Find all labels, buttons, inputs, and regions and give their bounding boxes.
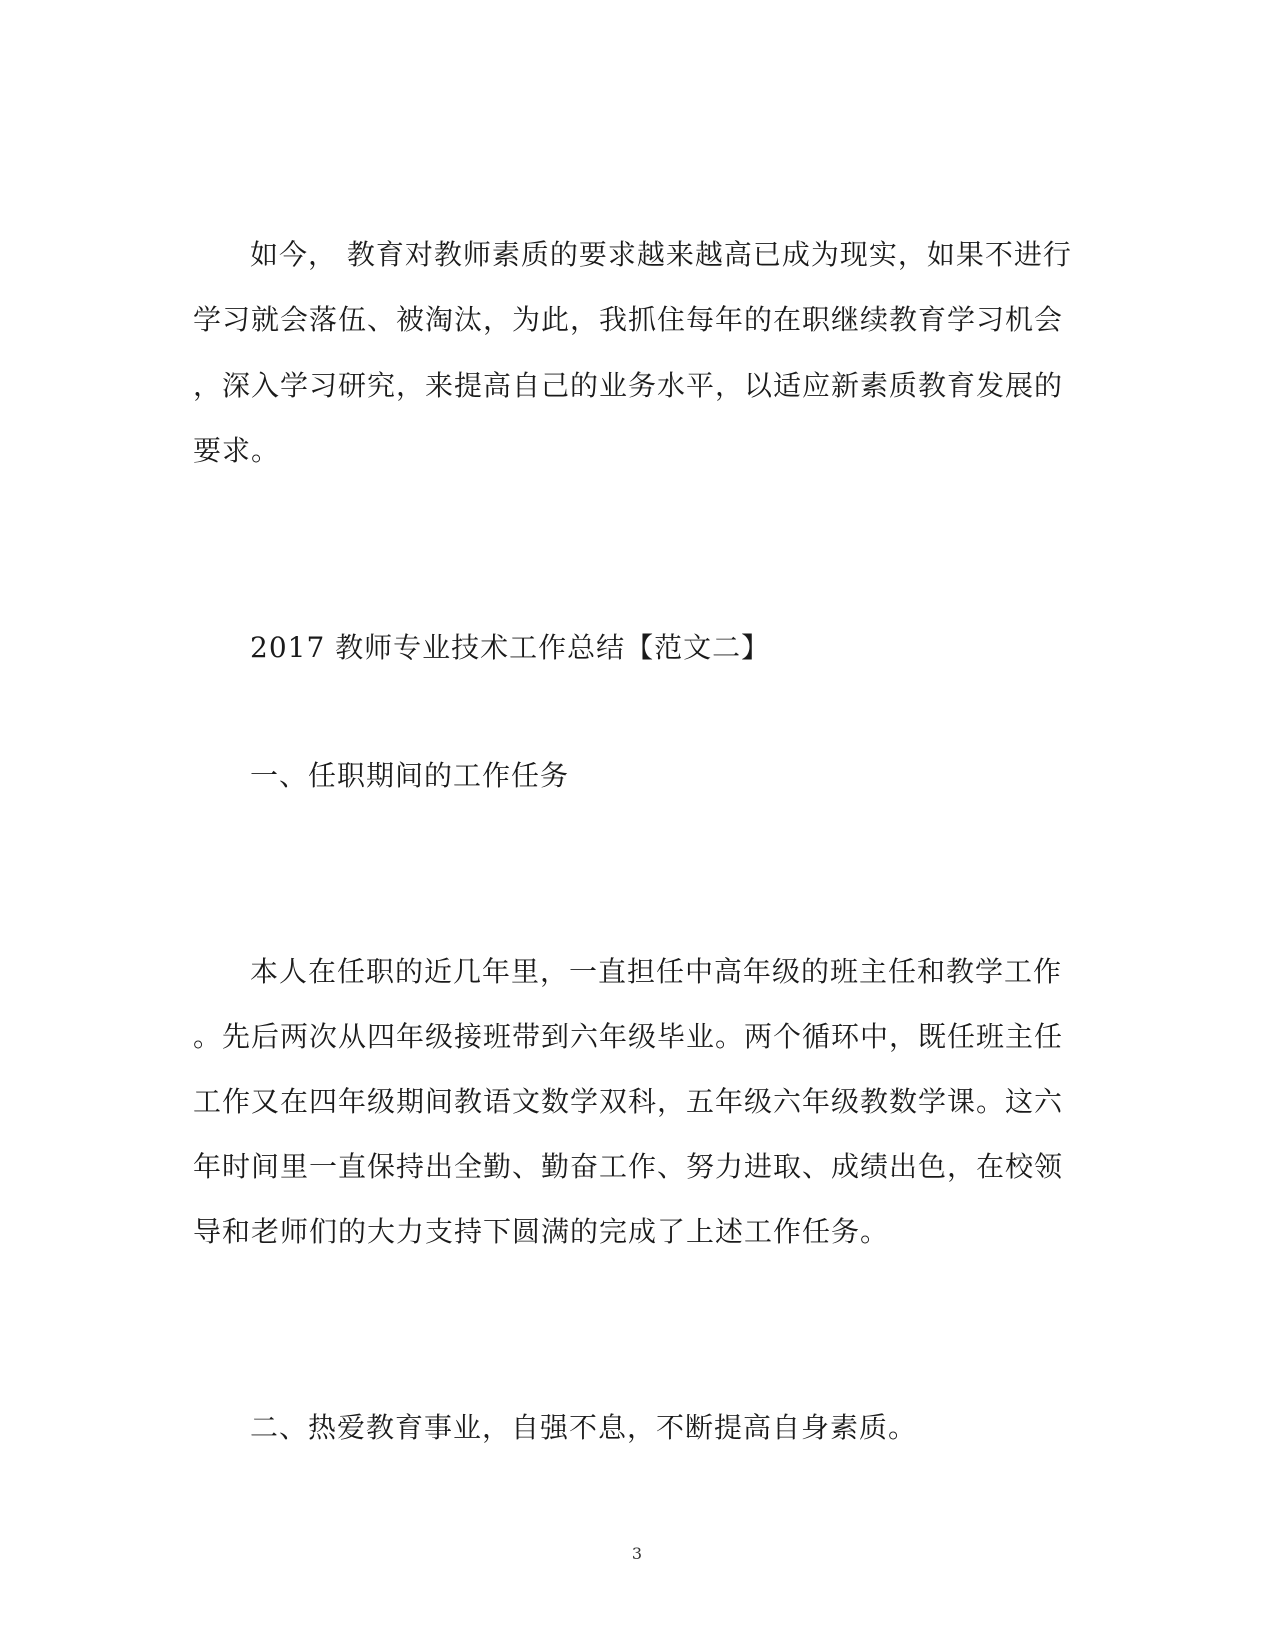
- paragraph2-line-4: 年时间里一直保持出全勤、勤奋工作、努力进取、成绩出色，在校领: [193, 1150, 1064, 1183]
- paragraph2-line-1: 本人在任职的近几年里，一直担任中高年级的班主任和教学工作: [250, 955, 1063, 988]
- section2-heading: 二、热爱教育事业，自强不息，不断提高自身素质。: [250, 1411, 918, 1444]
- document-heading-title: 2017 教师专业技术工作总结【范文二】: [250, 631, 771, 664]
- paragraph1-line-1: 如今， 教育对教师素质的要求越来越高已成为现实，如果不进行: [250, 238, 1072, 271]
- paragraph1-line-2: 学习就会落伍、被淘汰，为此，我抓住每年的在职继续教育学习机会: [193, 303, 1064, 336]
- paragraph1-line-4: 要求。: [193, 434, 281, 467]
- paragraph2-line-2: 。先后两次从四年级接班带到六年级毕业。两个循环中，既任班主任: [193, 1020, 1064, 1053]
- paragraph2-line-5: 导和老师们的大力支持下圆满的完成了上述工作任务。: [193, 1215, 890, 1248]
- paragraph1-line-3: ，深入学习研究，来提高自己的业务水平，以适应新素质教育发展的: [193, 369, 1064, 402]
- paragraph2-line-3: 工作又在四年级期间教语文数学双科，五年级六年级教数学课。这六: [193, 1085, 1064, 1118]
- section1-heading: 一、任职期间的工作任务: [250, 759, 570, 792]
- page-number: 3: [631, 1544, 643, 1563]
